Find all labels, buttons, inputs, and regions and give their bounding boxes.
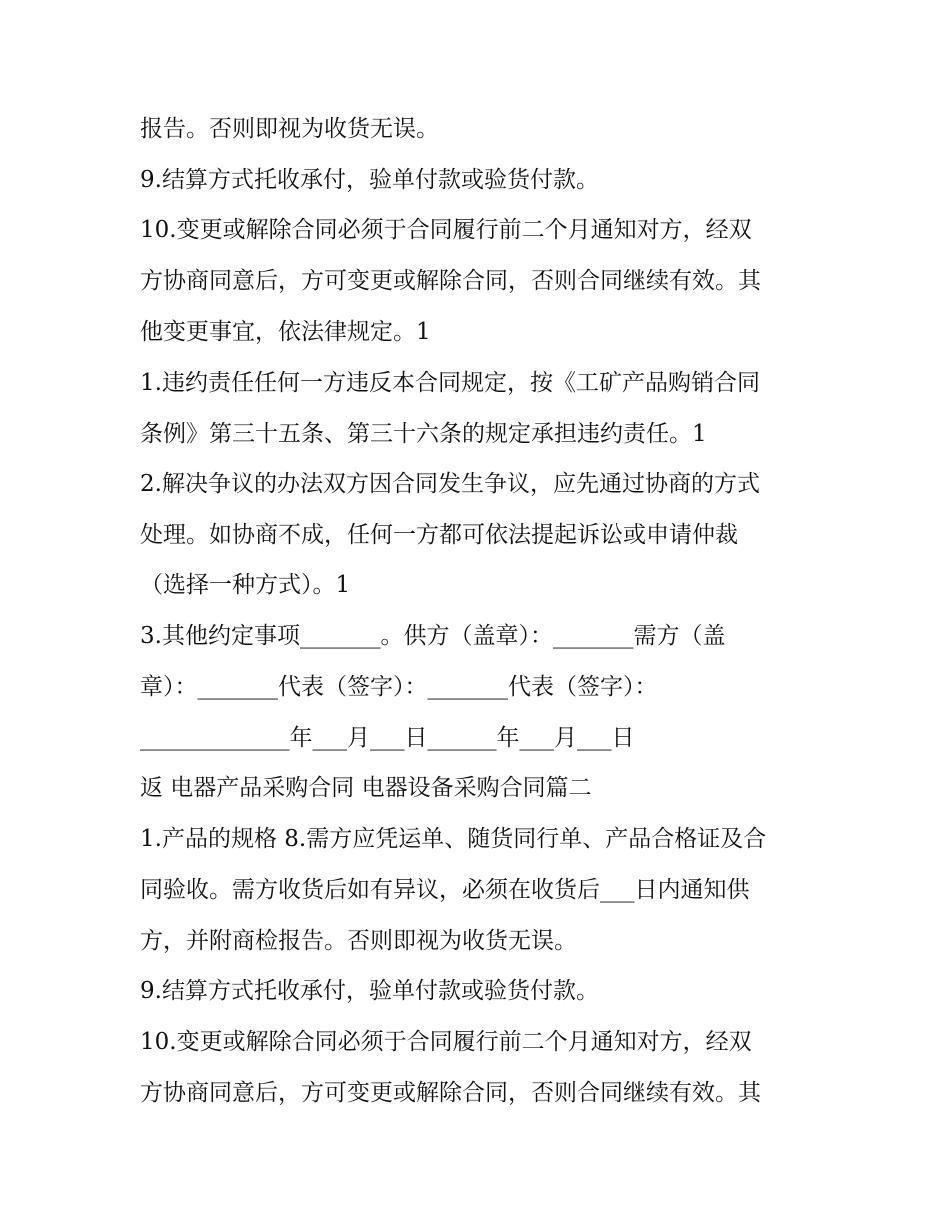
text-line: 他变更事宜，依法律规定。1 xyxy=(140,319,431,345)
text-line: 同验收。需方收货后如有异议，必须在收货后___日内通知供 xyxy=(140,877,750,903)
text-line: 方，并附商检报告。否则即视为收货无误。 xyxy=(140,928,577,954)
text-line: 9.结算方式托收承付，验单付款或验货付款。 xyxy=(140,978,599,1004)
text-line: 9.结算方式托收承付，验单付款或验货付款。 xyxy=(140,167,599,193)
text-line: 1.产品的规格 8.需方应凭运单、随货同行单、产品合格证及合 xyxy=(140,826,767,852)
text-line: _____________年___月___日______年___月___日 xyxy=(140,725,635,751)
text-line: 2.解决争议的办法双方因合同发生争议，应先通过协商的方式 xyxy=(140,471,760,497)
text-line: 3.其他约定事项_______。供方（盖章）：_______需方（盖 xyxy=(140,623,726,649)
text-line: 10.变更或解除合同必须于合同履行前二个月通知对方，经双 xyxy=(140,217,752,243)
text-line: 章）：_______代表（签字）：_______代表（签字）： xyxy=(140,674,658,700)
section-heading: 返 电器产品采购合同 电器设备采购合同篇二 xyxy=(140,775,592,801)
text-line: （选择一种方式）。1 xyxy=(140,572,351,598)
text-line: 方协商同意后，方可变更或解除合同，否则合同继续有效。其 xyxy=(140,1080,761,1106)
text-line: 处理。如协商不成，任何一方都可依法提起诉讼或申请仲裁 xyxy=(140,522,738,548)
text-line: 方协商同意后，方可变更或解除合同，否则合同继续有效。其 xyxy=(140,268,761,294)
text-line: 报告。否则即视为收货无误。 xyxy=(140,116,439,142)
text-line: 10.变更或解除合同必须于合同履行前二个月通知对方，经双 xyxy=(140,1029,752,1055)
text-line: 条例》第三十五条、第三十六条的规定承担违约责任。1 xyxy=(140,421,707,447)
text-line: 1.违约责任任何一方违反本合同规定，按《工矿产品购销合同 xyxy=(140,370,760,396)
